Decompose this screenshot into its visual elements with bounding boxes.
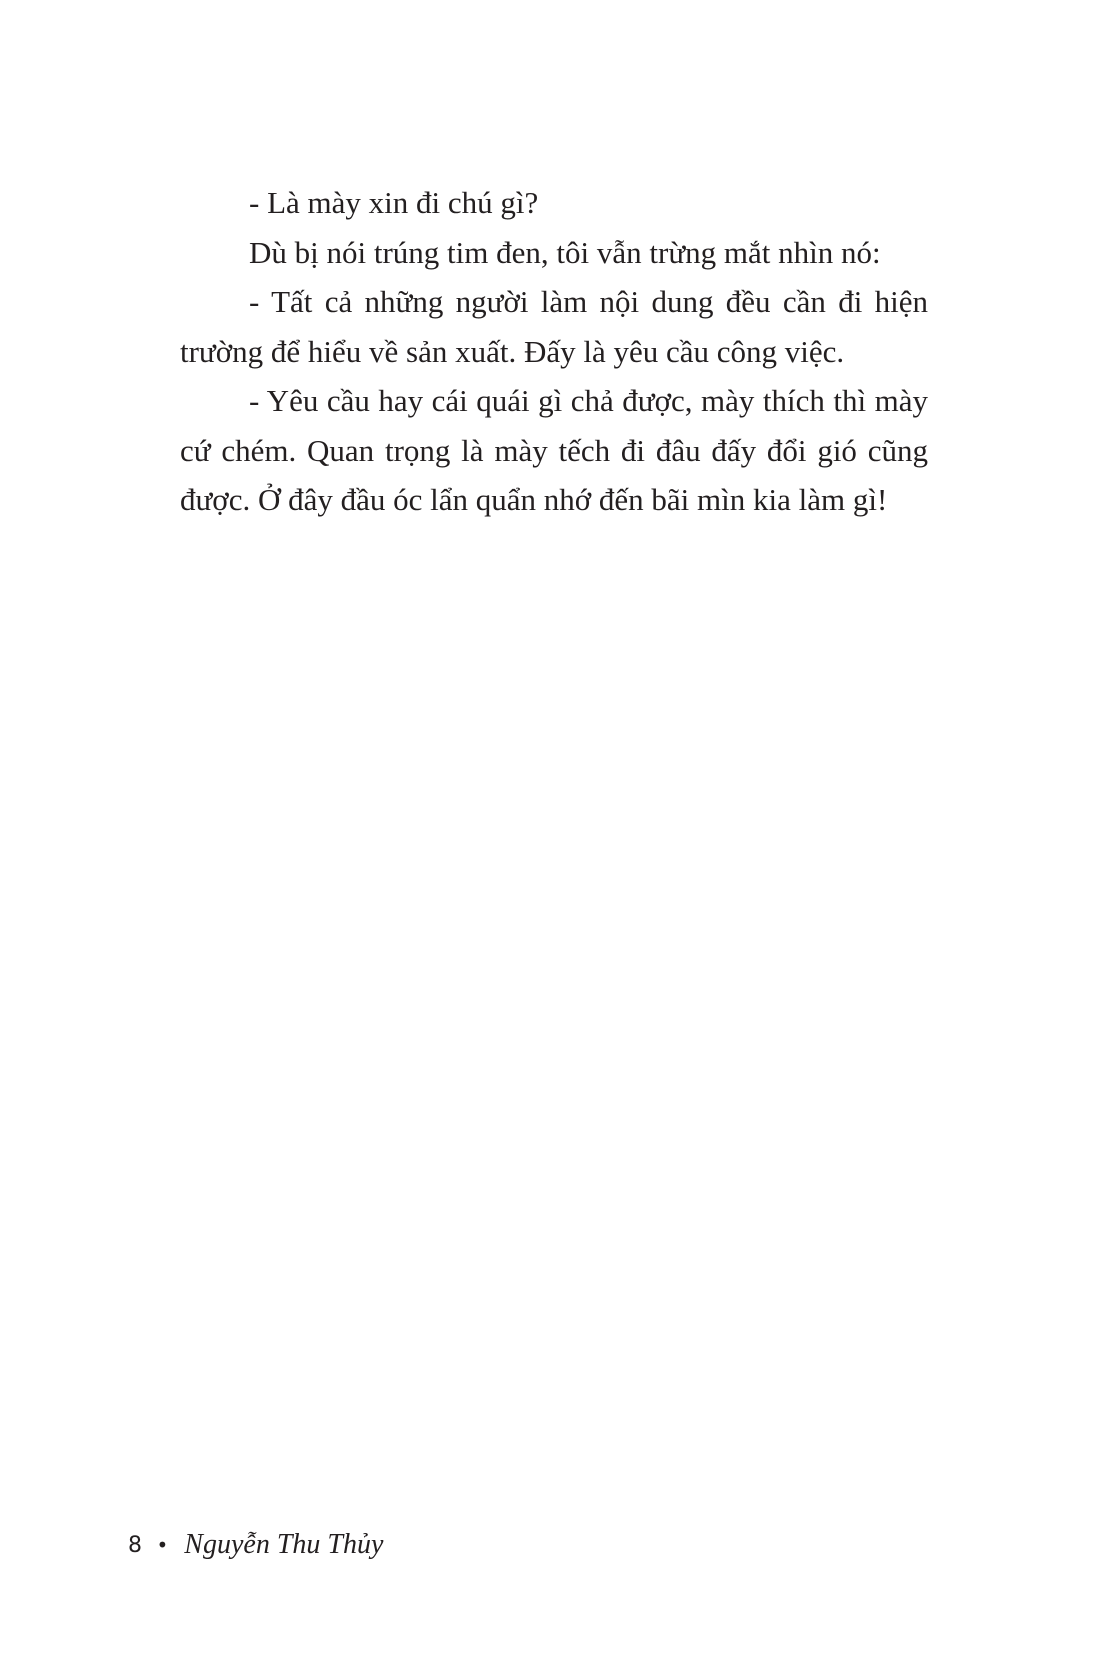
author-name: Nguyễn Thu Thủy: [184, 1529, 384, 1560]
paragraph-3: - Tất cả những người làm nội dung đều cần đi hiện trường để hiểu về sản xuất. Đấy là yêu cầu công việc.: [180, 284, 928, 369]
paragraph-2: Dù bị nói trúng tim đen, tôi vẫn trừng mắt nhìn nó:: [249, 234, 881, 270]
body-text: [180, 178, 928, 525]
page-number: 8: [128, 1532, 143, 1558]
paragraph-1: - Là mày xin đi chú gì?: [249, 185, 539, 220]
footer-separator: •: [156, 1533, 169, 1557]
paragraph-4: - Yêu cầu hay cái quái gì chả được, mày thích thì mày cứ chém. Quan trọng là mày tếch đi đâu đấy đổi gió cũng được. Ở đây đầu óc lẩn quẩn nhớ đến bãi mìn kia làm gì!: [180, 383, 928, 517]
page-footer: [128, 1525, 383, 1565]
